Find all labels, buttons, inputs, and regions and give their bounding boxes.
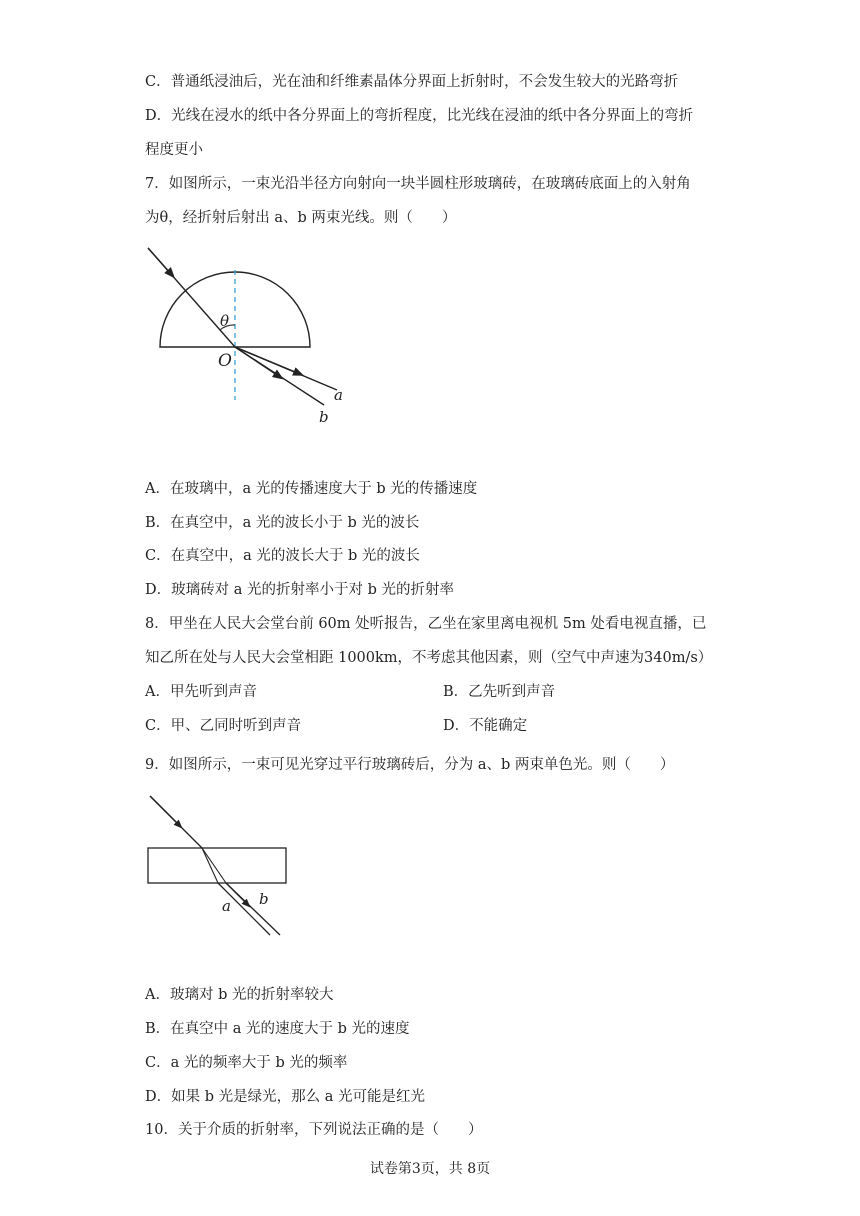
q8-option-c: C．甲、乙同时听到声音 [145, 718, 302, 734]
q7-option-c: C．在真空中，a 光的波长大于 b 光的波长 [145, 548, 420, 564]
q9-option-b: B．在真空中 a 光的速度大于 b 光的速度 [145, 1021, 410, 1037]
q8-option-b: B．乙先听到声音 [443, 684, 556, 700]
label-O: O [218, 351, 232, 371]
label-b: b [259, 890, 269, 908]
q7-stem-line2: 为θ，经折射后射出 a、b 两束光线。则（ ） [145, 210, 457, 226]
q9-figure-parallel-glass [140, 790, 300, 950]
q7-option-b: B．在真空中，a 光的波长小于 b 光的波长 [145, 515, 420, 531]
q6-option-d-line1: D．光线在浸水的纸中各分界面上的弯折程度，比光线在浸油的纸中各分界面上的弯折 [145, 108, 694, 124]
q9-stem: 9．如图所示，一束可见光穿过平行玻璃砖后，分为 a、b 两束单色光。则（ ） [145, 757, 675, 773]
q7-stem-line1: 7．如图所示，一束光沿半径方向射向一块半圆柱形玻璃砖，在玻璃砖底面上的入射角 [145, 176, 691, 192]
label-theta: θ [220, 312, 230, 330]
q6-option-d-line2: 程度更小 [145, 142, 203, 158]
q10-stem: 10．关于介质的折射率，下列说法正确的是（ ） [145, 1122, 483, 1138]
q8-option-a: A．甲先听到声音 [145, 684, 257, 700]
q9-option-a: A．玻璃对 b 光的折射率较大 [145, 987, 334, 1003]
q8-stem-line1: 8．甲坐在人民大会堂台前 60m 处听报告，乙坐在家里离电视机 5m 处看电视直播，已 [145, 616, 707, 632]
q7-option-d: D．玻璃砖对 a 光的折射率小于对 b 光的折射率 [145, 582, 454, 598]
q9-option-d: D．如果 b 光是绿光，那么 a 光可能是红光 [145, 1089, 425, 1105]
glass-block [148, 848, 286, 883]
q7-option-a: A．在玻璃中，a 光的传播速度大于 b 光的传播速度 [145, 481, 478, 497]
page-footer: 试卷第3页，共 8页 [369, 1161, 491, 1177]
q8-stem-line2: 知乙所在处与人民大会堂相距 1000km，不考虑其他因素，则（空气中声速为340m/s） [145, 650, 713, 666]
q8-option-d: D．不能确定 [443, 718, 528, 734]
label-a: a [222, 897, 231, 915]
q7-figure-semicircle-refraction [140, 240, 370, 440]
q9-option-c: C．a 光的频率大于 b 光的频率 [145, 1055, 348, 1071]
q6-option-c: C．普通纸浸油后，光在油和纤维素晶体分界面上折射时，不会发生较大的光路弯折 [145, 74, 679, 90]
label-b: b [319, 408, 329, 426]
label-a: a [334, 386, 343, 404]
